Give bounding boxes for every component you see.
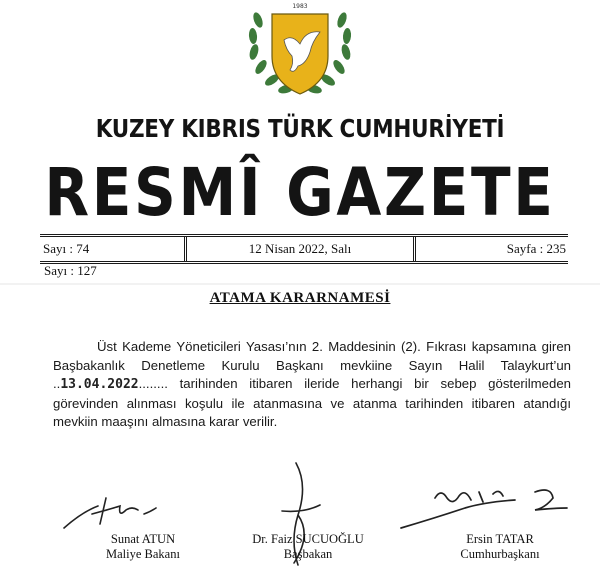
signature-finance-minister (60, 488, 170, 534)
signatory-name: Ersin TATAR (466, 532, 534, 546)
handwritten-date: 13.04.2022 (60, 377, 139, 392)
state-emblem (240, 0, 360, 100)
decree-title: ATAMA KARARNAMESİ (209, 290, 391, 306)
signatory-title: Maliye Bakanı (106, 547, 180, 561)
gazette-masthead: RESMÎ GAZETE (44, 154, 556, 231)
signatory-title: Başbakan (283, 547, 333, 561)
signatory-name: Sunat ATUN (110, 532, 176, 546)
signatory-name: Dr. Faiz SUCUOĞLU (252, 532, 364, 546)
decree-text-part-1: Üst Kademe Yöneticileri Yasası’nın 2. Maddesinin (2). Fıkrası kapsamına giren Başbakanlık Denetleme Kurulu Başkanı mevkiine Sayın Halil Talaykurt’un .. (53, 339, 571, 391)
issue-info-bar (40, 234, 568, 264)
document-number: Sayı : 127 (44, 263, 97, 278)
decree-text-part-2: ........ tarihinden itibaren ileride herhangi bir sebep gösterilmeden görevinden alınması koşulu ile atanmasına ve atanma tarihinden itibaren atandığı mevkiin maaşını almasına karar verilir. (53, 376, 571, 429)
page-number: Sayfa : 235 (506, 241, 566, 256)
signatory-title: Cumhurbaşkanı (460, 547, 540, 561)
page-divider (0, 283, 600, 285)
country-name: KUZEY KIBRIS TÜRK CUMHURİYETİ (95, 114, 505, 143)
signature-president (395, 478, 575, 534)
issue-number: Sayı : 74 (43, 241, 90, 256)
issue-date: 12 Nisan 2022, Salı (184, 237, 416, 261)
signatory-prime-minister (233, 532, 383, 562)
decree-body (53, 338, 571, 432)
emblem-year: 1983 (292, 3, 308, 10)
signatory-finance-minister (88, 532, 198, 562)
signatory-president (435, 532, 565, 562)
